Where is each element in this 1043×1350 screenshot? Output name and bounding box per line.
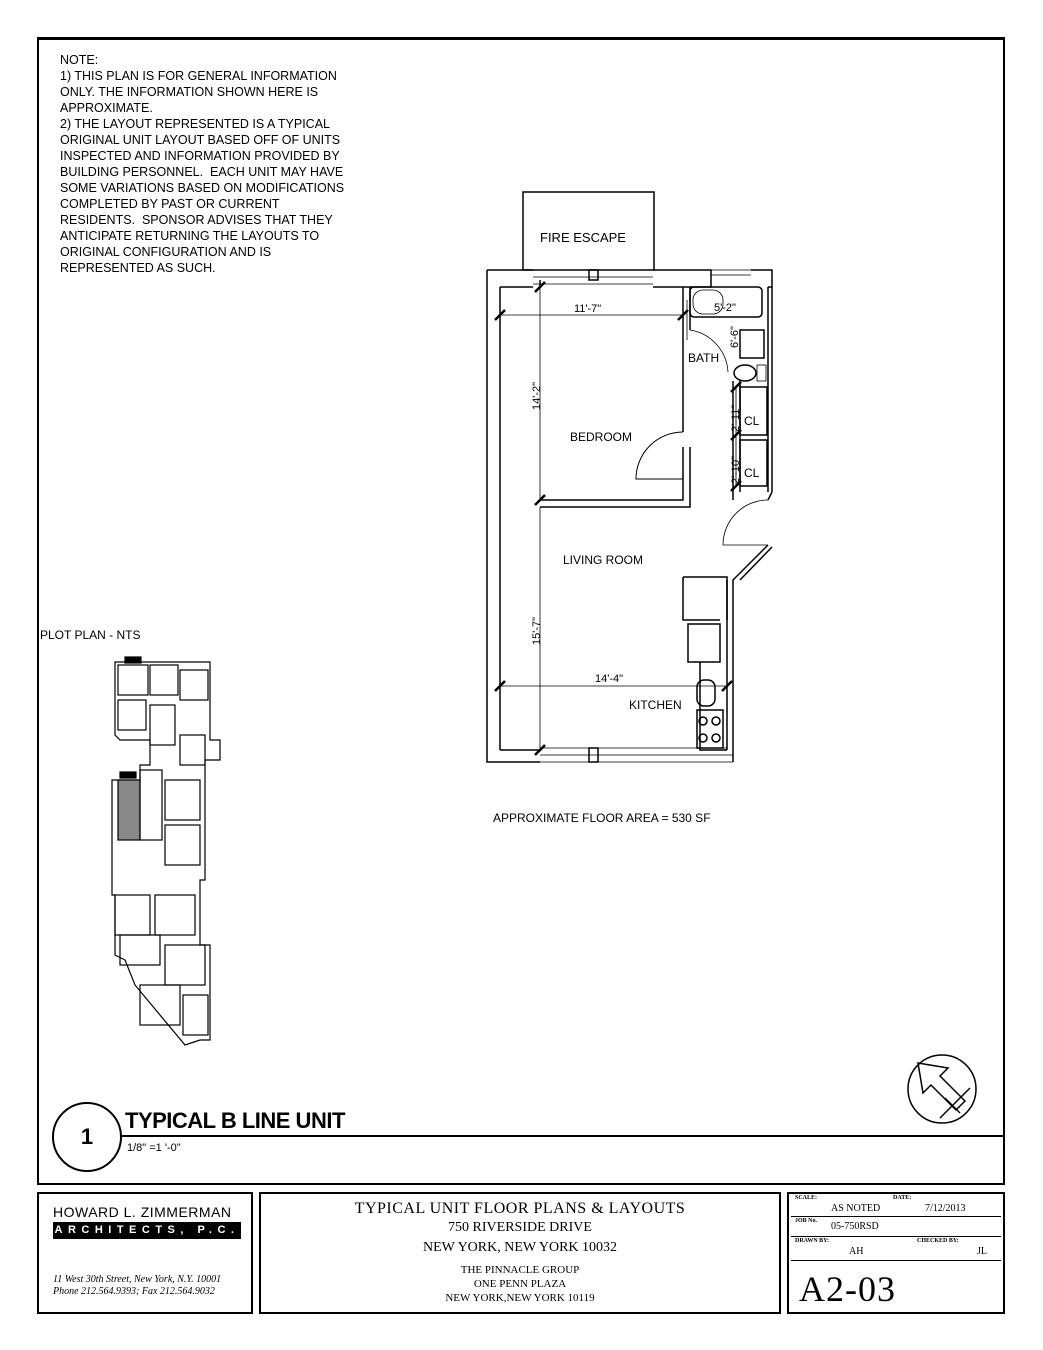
room-label-living-room: LIVING ROOM [563, 553, 644, 567]
note-line: ORIGINAL UNIT LAYOUT BASED OFF OF UNITS [60, 133, 341, 147]
dim-closet-1: 2'-11" [730, 404, 742, 432]
title-block-project [259, 1192, 781, 1314]
sheet-number: A2-03 [799, 1269, 896, 1309]
outer-wall [653, 270, 711, 287]
outer-wall [487, 270, 540, 762]
row-divider [791, 1260, 1001, 1261]
row-divider [791, 1216, 1001, 1217]
job-label: JOB No. [795, 1218, 818, 1224]
note-line: ORIGINAL CONFIGURATION AND IS [60, 245, 272, 259]
client-address-1: ONE PENN PLAZA [473, 1278, 567, 1290]
fire-escape-label: FIRE ESCAPE [540, 230, 626, 245]
refrigerator [688, 624, 720, 662]
room-label-kitchen: KITCHEN [629, 698, 682, 712]
dim-bath-depth: 6'-6" [729, 326, 741, 348]
client-name: THE PINNACLE GROUP [460, 1264, 580, 1276]
note-line: RESIDENTS. SPONSOR ADVISES THAT THEY [60, 213, 333, 227]
client-address-2: NEW YORK,NEW YORK 10119 [445, 1292, 595, 1304]
note-line: REPRESENTED AS SUCH. [60, 261, 216, 275]
date-label: DATE: [893, 1195, 912, 1201]
room-label-bedroom: BEDROOM [570, 430, 633, 444]
title-block-firm [37, 1192, 253, 1314]
firm-address [53, 1274, 221, 1298]
project-title: TYPICAL UNIT FLOOR PLANS & LAYOUTS [354, 1200, 686, 1217]
sink [740, 330, 764, 358]
note-line: APPROXIMATE. [60, 101, 153, 115]
title-block-sheet-info [787, 1192, 1005, 1314]
toilet [734, 365, 756, 381]
project-address-line-1: 750 RIVERSIDE DRIVE [448, 1220, 592, 1235]
firm-name: HOWARD L. ZIMMERMAN [53, 1204, 232, 1220]
outer-wall [733, 545, 772, 762]
title-underline [120, 1135, 1005, 1137]
note-line: BUILDING PERSONNEL. EACH UNIT MAY HAVE [60, 165, 344, 179]
dim-bedroom-depth: 14'-2" [531, 381, 543, 410]
outer-wall [751, 270, 772, 287]
drawing-number: 1 [80, 1124, 94, 1149]
checked-by-label: CHECKED BY: [917, 1238, 959, 1244]
drawing-title: TYPICAL B LINE UNIT [125, 1108, 345, 1133]
checked-by-value: JL [977, 1246, 987, 1257]
note-line: ANTICIPATE RETURNING THE LAYOUTS TO [60, 229, 320, 243]
firm-phone: Phone 212.564.9393; Fax 212.564.9032 [53, 1286, 215, 1297]
note-line: 2) THE LAYOUT REPRESENTED IS A TYPICAL [60, 117, 330, 131]
project-address-line-2: NEW YORK, NEW YORK 10032 [422, 1240, 618, 1255]
room-label-closet: CL [744, 414, 760, 428]
note-line: COMPLETED BY PAST OR CURRENT [60, 197, 280, 211]
job-value: 05-750RSD [831, 1221, 879, 1232]
dim-living-depth: 15'-7" [531, 616, 543, 645]
note-line: NOTE: [60, 53, 99, 67]
row-divider [791, 1236, 1001, 1237]
scale-label: SCALE: [795, 1195, 818, 1201]
plot-plan-drawing [112, 657, 220, 1045]
plot-plan-label: PLOT PLAN - NTS [40, 628, 141, 642]
drawing-number-bubble [52, 1102, 122, 1172]
dim-living-width: 14'-4" [595, 673, 624, 685]
note-line: SOME VARIATIONS BASED ON MODIFICATIONS [60, 181, 345, 195]
note-line: ONLY. THE INFORMATION SHOWN HERE IS [60, 85, 319, 99]
room-label-bath: BATH [688, 351, 720, 365]
drawn-by-label: DRAWN BY: [795, 1238, 829, 1244]
floor-area-label: APPROXIMATE FLOOR AREA = 530 SF [493, 811, 711, 825]
entry-door-swing [723, 500, 768, 545]
bedroom-door-swing [636, 432, 683, 479]
kitchen-counter [683, 577, 727, 620]
dim-bedroom-width: 11'-7" [574, 303, 602, 315]
room-label-closet: CL [744, 466, 760, 480]
firm-street: 11 West 30th Street, New York, N.Y. 10001 [53, 1274, 222, 1285]
stove [697, 710, 723, 748]
dim-closet-2: 2'-10" [730, 455, 742, 484]
drawing-scale: 1/8" =1 '-0" [127, 1142, 181, 1154]
note-line: 1) THIS PLAN IS FOR GENERAL INFORMATION [60, 69, 337, 83]
scale-value: AS NOTED [831, 1203, 881, 1214]
north-arrow-icon [908, 1055, 976, 1123]
firm-subtitle: ARCHITECTS, P.C. [53, 1222, 241, 1239]
note-line: INSPECTED AND INFORMATION PROVIDED BY [60, 149, 340, 163]
dim-bath-width: 5'-2" [714, 302, 736, 314]
drawn-by-value: AH [849, 1246, 864, 1257]
date-value: 7/12/2013 [925, 1203, 966, 1214]
